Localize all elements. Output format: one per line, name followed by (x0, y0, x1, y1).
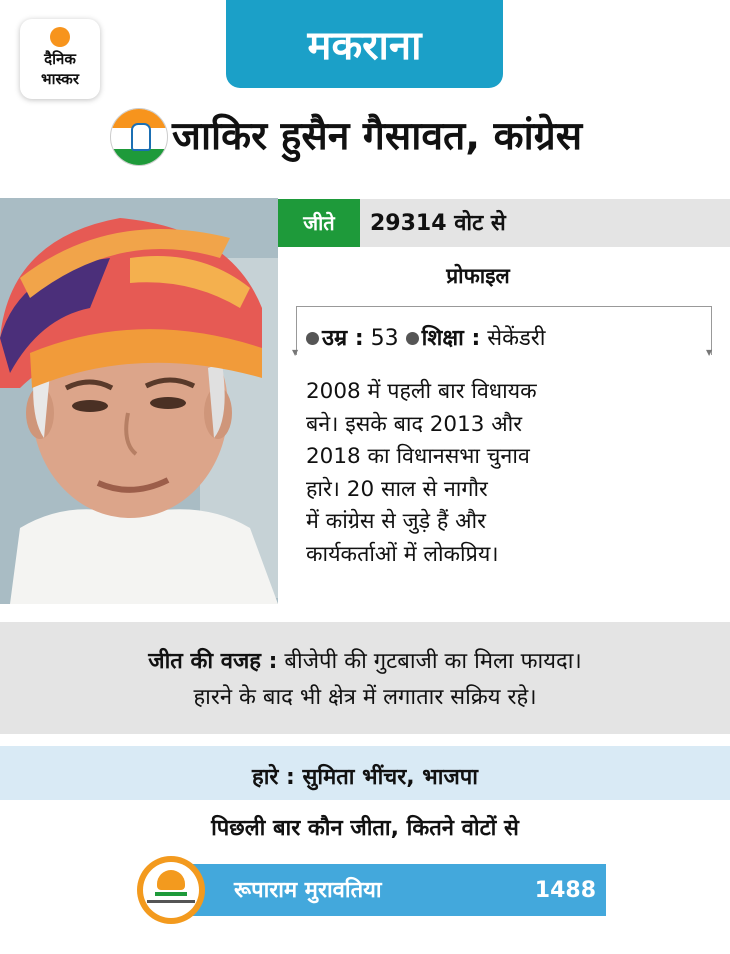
profile-bio (306, 376, 716, 571)
dainik-bhaskar-logo (20, 19, 100, 99)
runner-up: हारे : सुमिता भींचर, भाजपा (0, 746, 730, 800)
constituency-title: मकराना (226, 0, 503, 88)
sun-icon (50, 27, 70, 47)
bio-line: 2008 में पहली बार विधायक (306, 379, 537, 404)
bio-line: हारे। 20 साल से नागौर (306, 476, 488, 502)
bio-line: 2018 का विधानसभा चुनाव (306, 444, 530, 469)
reason-line1: बीजेपी की गुटबाजी का मिला फायदा। (277, 649, 582, 674)
bio-line: बने। इसके बाद 2013 और (306, 411, 523, 437)
logo-line2: भास्कर (41, 70, 79, 88)
education-value: सेकेंडरी (487, 326, 546, 351)
candidate-photo (0, 198, 278, 604)
bullet-icon (406, 332, 419, 345)
previous-title: पिछली बार कौन जीता, कितने वोटों से (211, 816, 519, 841)
triangle-down-icon: ▼ (706, 348, 713, 357)
logo-line1: दैनिक (44, 50, 76, 68)
bio-line: में कांग्रेस से जुड़े हैं और (306, 509, 486, 534)
bullet-icon (306, 332, 319, 345)
triangle-down-icon: ▼ (292, 348, 299, 357)
reason-label: जीत की वजह : (148, 649, 278, 674)
previous-winner-name: रूपाराम मुरावतिया (234, 878, 382, 903)
won-margin: 29314 वोट से (370, 211, 506, 236)
bio-line: कार्यकर्ताओं में लोकप्रिय। (306, 541, 499, 567)
congress-hand-icon (110, 108, 168, 166)
won-label: जीते (278, 199, 360, 247)
previous-winner-votes: 1488 (534, 878, 596, 903)
winner-name: जाकिर हुसैन गैसावत, कांग्रेस (172, 114, 583, 159)
education-label: शिक्षा : (421, 326, 481, 351)
bjp-lotus-icon (137, 856, 205, 924)
reason-line2: हारने के बाद भी क्षेत्र में लगातार सक्रिय रहे। (193, 685, 537, 710)
reason-text (20, 644, 710, 716)
profile-title: प्रोफाइल (446, 264, 510, 288)
age-label: उम्र : (322, 326, 364, 351)
profile-facts (306, 322, 546, 356)
age-value: 53 (370, 326, 399, 351)
